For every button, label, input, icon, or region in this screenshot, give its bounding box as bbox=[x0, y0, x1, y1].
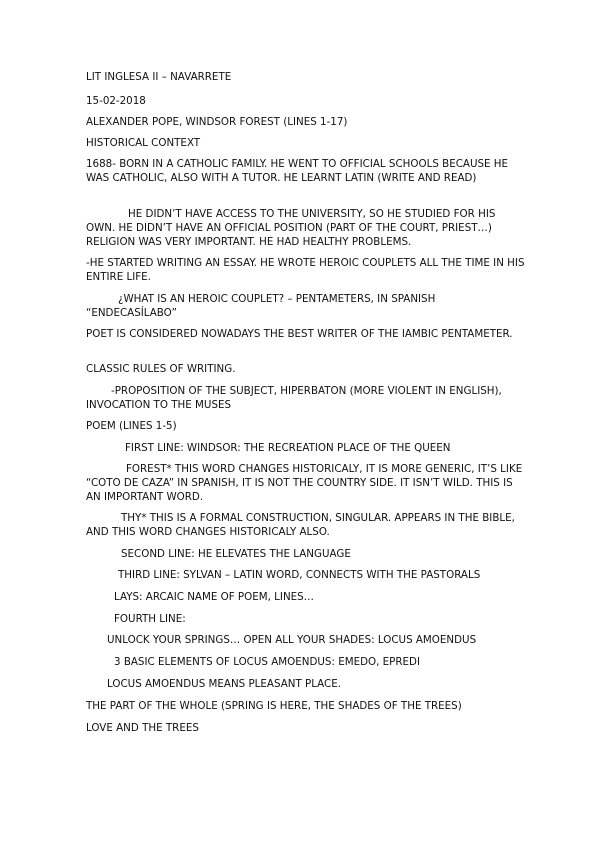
paragraph-lays: LAYS: ARCAIC NAME OF POEM, LINES… bbox=[114, 591, 314, 603]
paragraph-third-line: THIRD LINE: SYLVAN – LATIN WORD, CONNECTS WITH THE PASTORALS bbox=[118, 569, 481, 581]
paragraph-unlock: UNLOCK YOUR SPRINGS… OPEN ALL YOUR SHADES: LOCUS AMOENDUS bbox=[107, 634, 477, 646]
paragraph-born: 1688- BORN IN A CATHOLIC FAMILY. HE WENT TO OFFICIAL SCHOOLS BECAUSE HE WAS CATHOLIC, ALSO WITH A TUTOR. HE LEARNT LATIN (WRITE AND READ) bbox=[86, 158, 512, 184]
paragraph-second-line: SECOND LINE: HE ELEVATES THE LANGUAGE bbox=[121, 548, 351, 560]
paragraph-part-of-whole: THE PART OF THE WHOLE (SPRING IS HERE, THE SHADES OF THE TREES) bbox=[86, 700, 462, 712]
section-historical-context: HISTORICAL CONTEXT bbox=[86, 137, 201, 149]
section-poem: POEM (LINES 1-5) bbox=[86, 420, 177, 432]
paragraph-fourth-line: FOURTH LINE: bbox=[114, 613, 186, 625]
subject-heading: ALEXANDER POPE, WINDSOR FOREST (LINES 1-17) bbox=[86, 116, 348, 128]
paragraph-thy: THY* THIS IS A FORMAL CONSTRUCTION, SINGULAR. APPEARS IN THE BIBLE, AND THIS WORD CHANGES HISTORICALY ALSO. bbox=[86, 512, 519, 538]
paragraph-heroic-couplet: ¿WHAT IS AN HEROIC COUPLET? – PENTAMETERS, IN SPANISH “ENDECASÍLABO” bbox=[86, 293, 439, 319]
paragraph-university: HE DIDN’T HAVE ACCESS TO THE UNIVERSITY, SO HE STUDIED FOR HIS OWN. HE DIDN’T HAVE AN OFFICIAL POSITION (PART OF THE COURT, PRIEST…) RELIGION WAS VERY IMPORTANT. HE HAD HEALTHY PROBLEMS. bbox=[86, 208, 499, 248]
lecture-date: 15-02-2018 bbox=[86, 95, 146, 107]
paragraph-first-line: FIRST LINE: WINDSOR: THE RECREATION PLACE OF THE QUEEN bbox=[125, 442, 451, 454]
paragraph-basic-elements: 3 BASIC ELEMENTS OF LOCUS AMOENDUS: EMEDO, EPREDI bbox=[114, 656, 421, 668]
paragraph-forest: FOREST* THIS WORD CHANGES HISTORICALY, IT IS MORE GENERIC, IT’S LIKE “COTO DE CAZA” IN SPANISH, IT IS NOT THE COUNTRY SIDE. IT ISN’T WILD. THIS IS AN IMPORTANT WORD. bbox=[86, 463, 526, 503]
course-title: LIT INGLESA II – NAVARRETE bbox=[86, 71, 232, 83]
section-classic-rules: CLASSIC RULES OF WRITING. bbox=[86, 363, 236, 375]
paragraph-pleasant-place: LOCUS AMOENDUS MEANS PLEASANT PLACE. bbox=[107, 678, 342, 690]
paragraph-proposition: -PROPOSITION OF THE SUBJECT, HIPERBATON (MORE VIOLENT IN ENGLISH), INVOCATION TO THE MUSES bbox=[86, 385, 506, 411]
paragraph-essay: -HE STARTED WRITING AN ESSAY. HE WROTE HEROIC COUPLETS ALL THE TIME IN HIS ENTIRE LIFE. bbox=[86, 257, 528, 283]
paragraph-love-trees: LOVE AND THE TREES bbox=[86, 722, 199, 734]
paragraph-poet: POET IS CONSIDERED NOWADAYS THE BEST WRITER OF THE IAMBIC PENTAMETER. bbox=[86, 328, 513, 340]
